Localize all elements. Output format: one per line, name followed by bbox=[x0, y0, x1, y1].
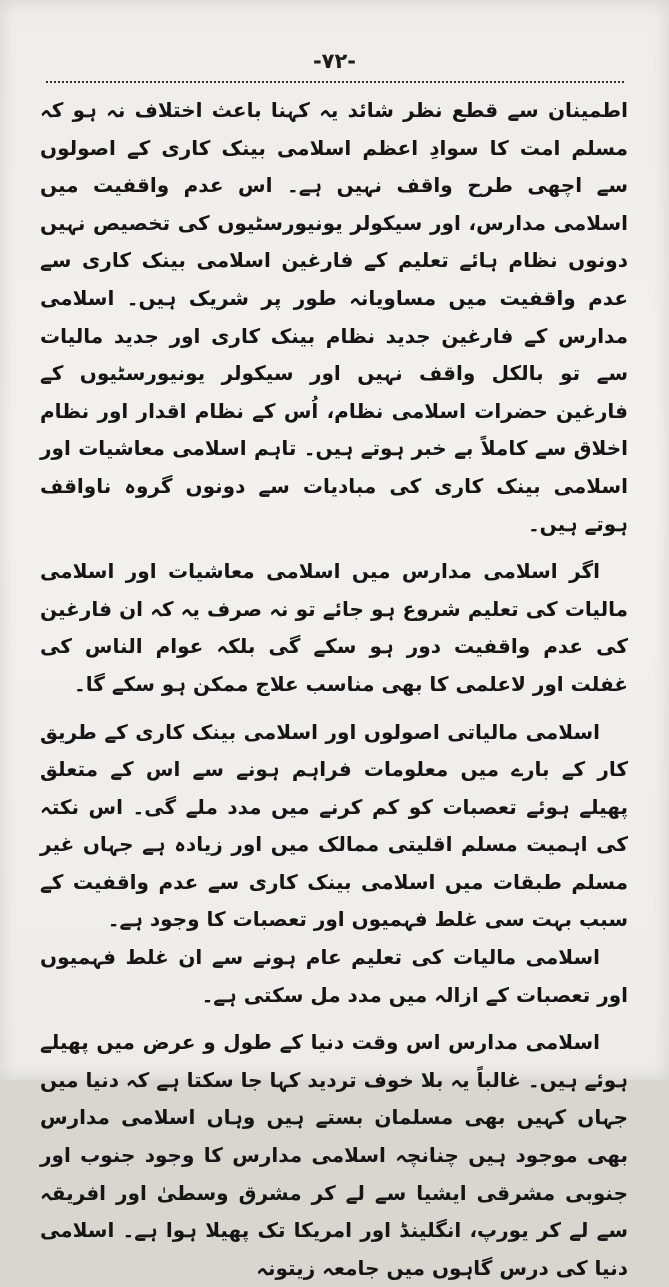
paragraph-2: اگر اسلامی مدارس میں اسلامی معاشیات اور اسلامی مالیات کی تعلیم شروع ہو جائے تو نہ صرف یہ کہ ان فارغین کی عدم واقفیت دور ہو سکے گی بلکہ عوام الناس کی غفلت اور لاعلمی کا بھی مناسب علاج ممکن ہو سکے گا۔ bbox=[40, 559, 628, 696]
header-dotted-rule bbox=[46, 81, 624, 83]
paragraph-5: اسلامی مدارس اس وقت دنیا کے طول و عرض میں پھیلے ہوئے ہیں۔ غالباً یہ بلا خوف تردید کہا جا سکتا ہے کہ دنیا میں جہاں کہیں بھی مسلمان بستے ہیں وہاں اسلامی مدارس بھی موجود ہیں چنانچہ اسلامی مدارس کا وجود جنوب اور جنوبی مشرقی ایشیا سے لے کر مشرق وسطیٰ اور افریقہ سے لے کر یورپ، انگلینڈ اور امریکا تک پھیلا ہوا ہے۔ اسلامی دنیا کی درس گاہوں میں جامعہ زیتونہ bbox=[40, 1030, 628, 1280]
page-number: -۷۲- bbox=[312, 49, 357, 73]
paragraph-1: اطمینان سے قطع نظر شائد یہ کہنا باعث اختلاف نہ ہو کہ مسلم امت کا سوادِ اعظم اسلامی بینک کاری کے اصولوں سے اچھی طرح واقف نہیں ہے۔ اس عدم واقفیت میں اسلامی مدارس، اور سیکولر یونیورسٹیوں کی تخصیص نہیں دونوں نظام ہائے تعلیم کے فارغین اسلامی بینک کاری سے عدم واقفیت میں مساویانہ طور پر شریک ہیں۔ اسلامی مدارس کے فارغین جدید نظام بینک کاری اور جدید مالیات سے تو بالکل واقف نہیں اور سیکولر یونیورسٹیوں کے فارغین حضرات اسلامی نظام، اُس کے نظام اقدار اور نظام اخلاق سے کاملاً بے خبر ہوتے ہیں۔ تاہم اسلامی معاشیات اور اسلامی بینک کاری کی مبادیات سے دونوں گروہ ناواقف ہوتے ہیں۔ bbox=[40, 98, 628, 536]
paragraph-4: اسلامی مالیات کی تعلیم عام ہونے سے ان غلط فہمیوں اور تعصبات کے ازالہ میں مدد مل سکتی ہے۔ bbox=[40, 945, 628, 1007]
paragraph-3: اسلامی مالیاتی اصولوں اور اسلامی بینک کاری کے طریق کار کے بارے میں معلومات فراہم ہونے سے اس کے متعلق پھیلے ہوئے تعصبات کو کم کرنے میں مدد ملے گی۔ اس نکتہ کی اہمیت مسلم اقلیتی ممالک میں اور زیادہ ہے جہاں غیر مسلم طبقات میں اسلامی بینک کاری سے عدم واقفیت کے سبب بہت سی غلط فہمیوں اور تعصبات کا وجود ہے۔ bbox=[40, 719, 628, 932]
body-text bbox=[40, 92, 628, 1287]
